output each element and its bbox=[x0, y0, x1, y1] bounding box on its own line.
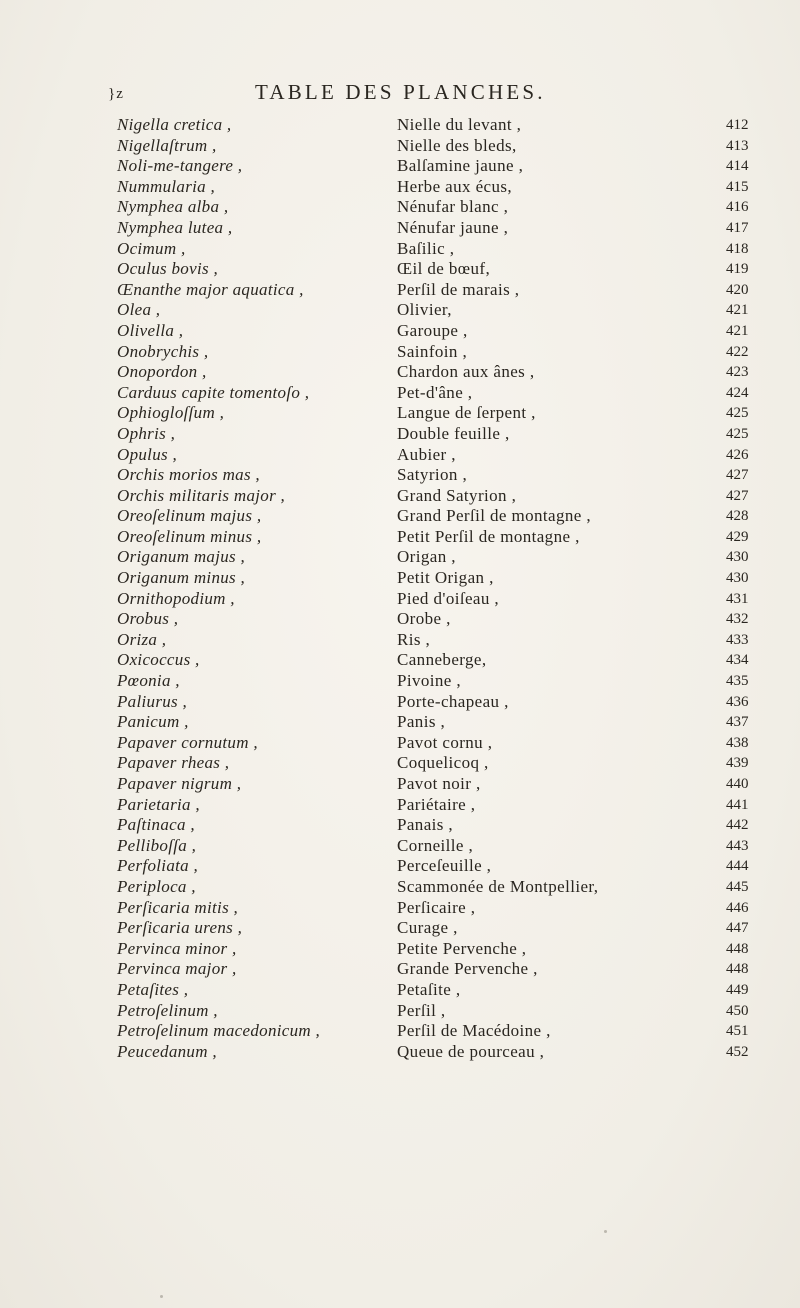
plate-number: 450 bbox=[726, 1002, 749, 1019]
plate-number: 446 bbox=[726, 899, 749, 916]
french-name: Corneille , bbox=[397, 835, 474, 855]
index-entry bbox=[0, 856, 800, 877]
latin-name: Orobus , bbox=[117, 609, 179, 629]
latin-name: Papaver cornutum , bbox=[117, 732, 258, 752]
plate-number: 448 bbox=[726, 961, 749, 978]
plate-number: 445 bbox=[726, 878, 749, 895]
plate-number: 430 bbox=[726, 549, 749, 566]
french-name: Herbe aux écus, bbox=[397, 176, 513, 196]
index-entry bbox=[0, 445, 800, 466]
french-name: Petite Pervenche , bbox=[397, 938, 527, 958]
index-entry bbox=[0, 959, 800, 980]
plate-number: 418 bbox=[726, 240, 749, 257]
latin-name: Nymphea lutea , bbox=[117, 217, 233, 237]
french-name: Nénufar jaune , bbox=[397, 217, 509, 237]
index-entry bbox=[0, 136, 800, 157]
plate-number: 447 bbox=[726, 920, 749, 937]
plate-number: 437 bbox=[726, 714, 749, 731]
plate-number: 434 bbox=[726, 652, 749, 669]
latin-name: Orchis militaris major , bbox=[117, 485, 286, 505]
french-name: Petit Origan , bbox=[397, 568, 494, 588]
plate-number: 436 bbox=[726, 693, 749, 710]
latin-name: Oriza , bbox=[117, 629, 167, 649]
plate-number: 425 bbox=[726, 425, 749, 442]
index-entry bbox=[0, 568, 800, 589]
french-name: Scammonée de Montpellier, bbox=[397, 876, 599, 896]
index-entry bbox=[0, 630, 800, 651]
french-name: Langue de ſerpent , bbox=[397, 403, 536, 423]
index-entry bbox=[0, 177, 800, 198]
latin-name: Papaver nigrum , bbox=[117, 774, 242, 793]
index-entry bbox=[0, 383, 800, 404]
plate-number: 433 bbox=[726, 631, 749, 648]
plate-number: 439 bbox=[726, 755, 749, 772]
index-entry bbox=[0, 115, 800, 136]
french-name: Panais , bbox=[397, 815, 454, 835]
plate-number: 421 bbox=[726, 302, 749, 319]
latin-name: Pervinca major , bbox=[117, 959, 237, 979]
index-entry bbox=[0, 280, 800, 301]
latin-name: Nymphea alba , bbox=[117, 197, 229, 217]
latin-name: Petroſelinum , bbox=[117, 1000, 218, 1020]
plate-number: 435 bbox=[726, 673, 749, 690]
french-name: Double feuille , bbox=[397, 423, 510, 443]
latin-name: Peucedanum , bbox=[117, 1041, 217, 1061]
latin-name: Onopordon , bbox=[117, 362, 207, 382]
index-entry bbox=[0, 609, 800, 630]
french-name: Panis , bbox=[397, 712, 446, 732]
french-name: Pet-d'âne , bbox=[397, 382, 473, 402]
french-name: Coquelicoq , bbox=[397, 753, 489, 773]
latin-name: Panicum , bbox=[117, 712, 189, 732]
index-entry bbox=[0, 692, 800, 713]
index-entry bbox=[0, 156, 800, 177]
plate-number: 425 bbox=[726, 405, 749, 422]
plate-number: 449 bbox=[726, 981, 749, 998]
index-entry bbox=[0, 239, 800, 260]
plate-number: 432 bbox=[726, 611, 749, 628]
plate-number: 415 bbox=[726, 178, 749, 195]
latin-name: Periploca , bbox=[117, 876, 196, 896]
latin-name: Perſicaria urens , bbox=[117, 918, 243, 938]
latin-name: Oxicoccus , bbox=[117, 650, 200, 670]
index-entry bbox=[0, 362, 800, 383]
latin-name: Pœonia , bbox=[117, 671, 180, 691]
french-name: Nénufar blanc , bbox=[397, 197, 509, 217]
latin-name: Olivella , bbox=[117, 320, 184, 340]
index-entry bbox=[0, 300, 800, 321]
index-entry bbox=[0, 650, 800, 671]
plate-number: 428 bbox=[726, 508, 749, 525]
plates-index-table bbox=[0, 115, 800, 1062]
latin-name: Opulus , bbox=[117, 444, 178, 464]
plate-number: 448 bbox=[726, 940, 749, 957]
french-name: Porte-chapeau , bbox=[397, 691, 509, 711]
index-entry bbox=[0, 506, 800, 527]
french-name: Sainfoin , bbox=[397, 341, 468, 361]
index-entry bbox=[0, 1021, 800, 1042]
french-name: Œil de bœuf, bbox=[397, 259, 491, 279]
index-entry bbox=[0, 321, 800, 342]
index-entry bbox=[0, 815, 800, 836]
french-name: Perſicaire , bbox=[397, 897, 476, 917]
index-entry bbox=[0, 733, 800, 754]
latin-name: Petaſites , bbox=[117, 979, 189, 999]
french-name: Satyrion , bbox=[397, 465, 468, 485]
latin-name: Nigella cretica , bbox=[117, 115, 232, 134]
index-entry bbox=[0, 527, 800, 548]
latin-name: Ophris , bbox=[117, 423, 176, 443]
latin-name: Onobrychis , bbox=[117, 341, 209, 361]
latin-name: Carduus capite tomentoſo , bbox=[117, 382, 310, 402]
index-entry bbox=[0, 836, 800, 857]
index-entry bbox=[0, 486, 800, 507]
index-entry bbox=[0, 589, 800, 610]
french-name: Canneberge, bbox=[397, 650, 487, 670]
index-entry bbox=[0, 712, 800, 733]
french-name: Grand Satyrion , bbox=[397, 485, 517, 505]
index-entry bbox=[0, 424, 800, 445]
latin-name: Origanum majus , bbox=[117, 547, 246, 567]
french-name: Chardon aux ânes , bbox=[397, 362, 535, 382]
french-name: Origan , bbox=[397, 547, 456, 567]
index-entry bbox=[0, 342, 800, 363]
latin-name: Oreoſelinum majus , bbox=[117, 506, 262, 526]
latin-name: Ocimum , bbox=[117, 238, 186, 258]
plate-number: 452 bbox=[726, 1043, 749, 1060]
plate-number: 444 bbox=[726, 858, 749, 875]
index-entry bbox=[0, 980, 800, 1001]
index-entry bbox=[0, 1042, 800, 1063]
french-name: Petit Perſil de montagne , bbox=[397, 526, 580, 546]
latin-name: Pelliboſſa , bbox=[117, 835, 197, 855]
plate-number: 429 bbox=[726, 528, 749, 545]
french-name: Pavot cornu , bbox=[397, 732, 493, 752]
plate-number: 443 bbox=[726, 837, 749, 854]
plate-number: 427 bbox=[726, 487, 749, 504]
french-name: Petaſite , bbox=[397, 979, 461, 999]
french-name: Aubier , bbox=[397, 444, 456, 464]
plate-number: 413 bbox=[726, 137, 749, 154]
latin-name: Ophiogloſſum , bbox=[117, 403, 225, 423]
plate-number: 426 bbox=[726, 446, 749, 463]
latin-name: Ornithopodium , bbox=[117, 588, 235, 608]
plate-number: 451 bbox=[726, 1023, 749, 1040]
index-entry bbox=[0, 795, 800, 816]
french-name: Pied d'oiſeau , bbox=[397, 588, 500, 608]
index-entry bbox=[0, 465, 800, 486]
french-name: Orobe , bbox=[397, 609, 451, 629]
latin-name: Oculus bovis , bbox=[117, 259, 218, 279]
latin-name: Papaver rheas , bbox=[117, 753, 230, 773]
latin-name: Nigellaſtrum , bbox=[117, 135, 217, 155]
latin-name: Orchis morios mas , bbox=[117, 465, 260, 485]
french-name: Perſil , bbox=[397, 1000, 446, 1020]
latin-name: Paſtinaca , bbox=[117, 815, 195, 835]
plate-number: 421 bbox=[726, 322, 749, 339]
french-name: Perſil de Macédoine , bbox=[397, 1021, 551, 1041]
french-name: Grande Pervenche , bbox=[397, 959, 538, 979]
plate-number: 419 bbox=[726, 261, 749, 278]
french-name: Queue de pourceau , bbox=[397, 1041, 545, 1061]
french-name: Nielle des bleds, bbox=[397, 135, 517, 155]
plate-number: 442 bbox=[726, 817, 749, 834]
index-entry bbox=[0, 774, 800, 795]
plate-number: 440 bbox=[726, 776, 749, 792]
index-entry bbox=[0, 753, 800, 774]
index-entry bbox=[0, 403, 800, 424]
latin-name: Pervinca minor , bbox=[117, 938, 237, 958]
plate-number: 427 bbox=[726, 467, 749, 484]
plate-number: 414 bbox=[726, 158, 749, 175]
french-name: Grand Perſil de montagne , bbox=[397, 506, 592, 526]
french-name: Nielle du levant , bbox=[397, 115, 522, 134]
latin-name: Paliurus , bbox=[117, 691, 188, 711]
french-name: Pivoine , bbox=[397, 671, 462, 691]
latin-name: Origanum minus , bbox=[117, 568, 246, 588]
french-name: Pariétaire , bbox=[397, 794, 476, 814]
index-entry bbox=[0, 218, 800, 239]
latin-name: Petroſelinum macedonicum , bbox=[117, 1021, 321, 1041]
paper-speck bbox=[604, 1230, 607, 1233]
index-entry bbox=[0, 1001, 800, 1022]
plate-number: 417 bbox=[726, 219, 749, 236]
plate-number: 416 bbox=[726, 199, 749, 216]
index-entry bbox=[0, 877, 800, 898]
index-entry bbox=[0, 898, 800, 919]
index-entry bbox=[0, 671, 800, 692]
plate-number: 430 bbox=[726, 570, 749, 587]
french-name: Perceſeuille , bbox=[397, 856, 492, 876]
plate-number: 424 bbox=[726, 384, 749, 401]
latin-name: Perſicaria mitis , bbox=[117, 897, 239, 917]
index-entry bbox=[0, 939, 800, 960]
index-entry bbox=[0, 547, 800, 568]
plate-number: 420 bbox=[726, 281, 749, 298]
french-name: Pavot noir , bbox=[397, 774, 481, 793]
latin-name: Noli-me-tangere , bbox=[117, 156, 243, 176]
plate-number: 441 bbox=[726, 796, 749, 813]
plate-number: 438 bbox=[726, 734, 749, 751]
index-entry bbox=[0, 197, 800, 218]
latin-name: Perfoliata , bbox=[117, 856, 199, 876]
latin-name: Nummularia , bbox=[117, 176, 216, 196]
index-entry bbox=[0, 918, 800, 939]
latin-name: Œnanthe major aquatica , bbox=[117, 279, 304, 299]
plate-number: 412 bbox=[726, 117, 749, 133]
french-name: Curage , bbox=[397, 918, 458, 938]
french-name: Baſilic , bbox=[397, 238, 455, 258]
french-name: Perſil de marais , bbox=[397, 279, 520, 299]
french-name: Olivier, bbox=[397, 300, 452, 320]
french-name: Ris , bbox=[397, 629, 431, 649]
latin-name: Olea , bbox=[117, 300, 161, 320]
paper-speck bbox=[160, 1295, 163, 1298]
latin-name: Parietaria , bbox=[117, 794, 200, 814]
french-name: Garoupe , bbox=[397, 320, 468, 340]
page-number: }z bbox=[108, 86, 124, 102]
page-header bbox=[0, 80, 800, 110]
running-title: TABLE DES PLANCHES. bbox=[255, 80, 546, 104]
index-entry bbox=[0, 259, 800, 280]
plate-number: 423 bbox=[726, 364, 749, 381]
plate-number: 422 bbox=[726, 343, 749, 360]
plate-number: 431 bbox=[726, 590, 749, 607]
latin-name: Oreoſelinum minus , bbox=[117, 526, 262, 546]
french-name: Balſamine jaune , bbox=[397, 156, 524, 176]
